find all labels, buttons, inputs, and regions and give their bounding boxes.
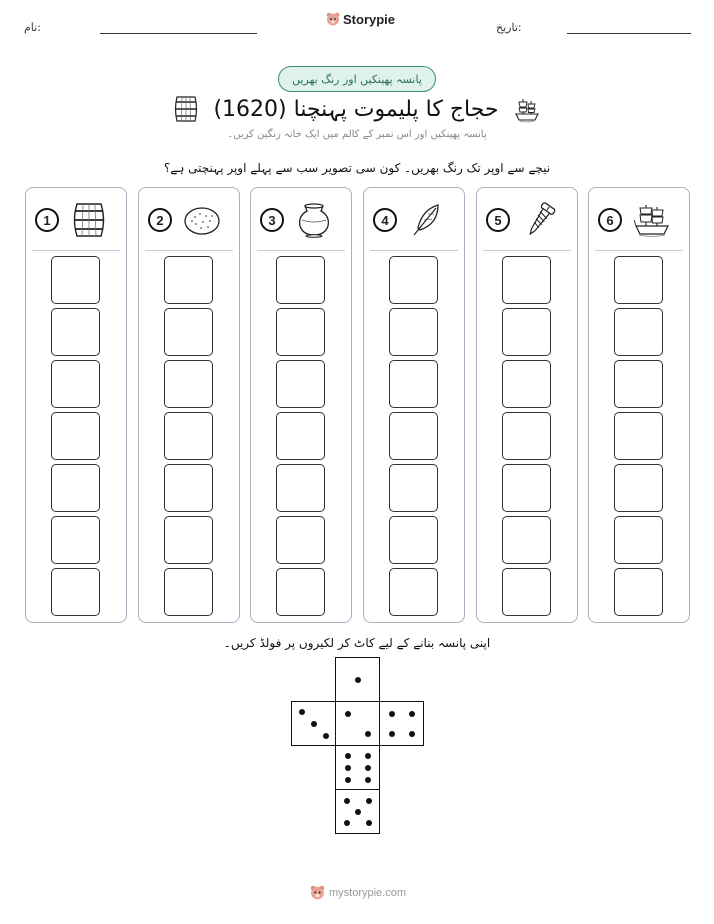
color-box[interactable]	[276, 256, 325, 304]
die-pip	[365, 777, 371, 783]
die-pip	[365, 731, 371, 737]
color-box[interactable]	[614, 464, 663, 512]
column-header	[139, 188, 239, 250]
color-box[interactable]	[389, 412, 438, 460]
color-box[interactable]	[502, 464, 551, 512]
name-line[interactable]	[100, 33, 257, 34]
column-6	[588, 187, 690, 623]
color-box[interactable]	[614, 256, 663, 304]
screw-icon	[521, 202, 559, 238]
column-number: 5	[486, 208, 510, 232]
column-5	[476, 187, 578, 623]
column-number: 3	[260, 208, 284, 232]
date-line[interactable]	[567, 33, 691, 34]
color-box[interactable]	[502, 360, 551, 408]
brand-logo	[326, 12, 395, 27]
color-box[interactable]	[276, 360, 325, 408]
bear-icon	[310, 885, 325, 901]
color-box[interactable]	[164, 256, 213, 304]
die-pip	[299, 709, 305, 715]
column-header	[251, 188, 351, 250]
column-number: 4	[373, 208, 397, 232]
color-box[interactable]	[502, 256, 551, 304]
cut-instruction: اپنی پانسہ بنانے کے لیے کاٹ کر لکیروں پر فولڈ کریں۔	[223, 636, 491, 650]
color-box[interactable]	[276, 308, 325, 356]
color-box[interactable]	[389, 464, 438, 512]
color-box[interactable]	[164, 568, 213, 616]
footer	[310, 885, 406, 901]
pot-icon	[295, 202, 333, 238]
name-label: نام:	[24, 21, 41, 34]
die-pip	[345, 753, 351, 759]
color-box[interactable]	[164, 516, 213, 564]
die-pip	[345, 777, 351, 783]
color-box[interactable]	[389, 256, 438, 304]
color-box[interactable]	[164, 412, 213, 460]
die-pip	[311, 721, 317, 727]
ship-icon	[633, 202, 671, 238]
die-face-2	[335, 701, 380, 746]
column-number: 1	[35, 208, 59, 232]
page-title: حجاج کا پلیموت پہنچنا (1620)	[213, 96, 499, 122]
color-box[interactable]	[614, 360, 663, 408]
ship-icon	[513, 95, 541, 123]
die-pip	[365, 753, 371, 759]
color-box[interactable]	[51, 308, 100, 356]
color-box[interactable]	[502, 308, 551, 356]
title-row	[0, 92, 714, 126]
die-pip	[345, 711, 351, 717]
die-face-5	[335, 789, 380, 834]
color-box[interactable]	[51, 464, 100, 512]
color-box[interactable]	[614, 516, 663, 564]
column-2	[138, 187, 240, 623]
column-header	[477, 188, 577, 250]
column-1	[25, 187, 127, 623]
date-label: تاریخ:	[496, 21, 522, 34]
color-box[interactable]	[51, 360, 100, 408]
color-box[interactable]	[276, 412, 325, 460]
color-box[interactable]	[164, 464, 213, 512]
die-pip	[366, 798, 372, 804]
column-header	[26, 188, 126, 250]
color-box[interactable]	[164, 360, 213, 408]
color-box[interactable]	[276, 568, 325, 616]
color-box[interactable]	[389, 308, 438, 356]
die-pip	[323, 733, 329, 739]
die-pip	[344, 820, 350, 826]
color-box[interactable]	[276, 516, 325, 564]
column-4	[363, 187, 465, 623]
column-number: 2	[148, 208, 172, 232]
die-pip	[389, 711, 395, 717]
color-box[interactable]	[51, 412, 100, 460]
color-box[interactable]	[614, 308, 663, 356]
barrel-icon	[70, 202, 108, 238]
die-pip	[389, 731, 395, 737]
color-box[interactable]	[276, 464, 325, 512]
color-box[interactable]	[164, 308, 213, 356]
color-box[interactable]	[51, 256, 100, 304]
color-box[interactable]	[502, 412, 551, 460]
die-face-4	[379, 701, 424, 746]
column-header	[589, 188, 689, 250]
column-number: 6	[598, 208, 622, 232]
color-box[interactable]	[51, 516, 100, 564]
die-pip	[344, 798, 350, 804]
die-face-6	[335, 745, 380, 790]
color-box[interactable]	[389, 516, 438, 564]
feather-icon	[408, 202, 446, 238]
die-face-1	[335, 657, 380, 702]
die-pip	[355, 809, 361, 815]
brand-name: Storypie	[343, 12, 396, 27]
color-box[interactable]	[51, 568, 100, 616]
color-box[interactable]	[389, 360, 438, 408]
bear-icon	[326, 12, 340, 27]
bread-icon	[183, 202, 221, 238]
color-box[interactable]	[502, 568, 551, 616]
footer-url[interactable]: mystorypie.com	[329, 887, 407, 899]
column-3	[250, 187, 352, 623]
color-box[interactable]	[502, 516, 551, 564]
column-header	[364, 188, 464, 250]
instruction: نیچے سے اوپر تک رنگ بھریں۔ کون سی تصویر سب سے پہلے اوپر پہنچتی ہے؟	[163, 161, 551, 175]
die-pip	[365, 765, 371, 771]
activity-badge: پانسہ پھینکیں اور رنگ بھریں	[278, 66, 436, 92]
die-face-3	[291, 701, 336, 746]
die-pip	[355, 677, 361, 683]
die-pip	[345, 765, 351, 771]
color-box[interactable]	[389, 568, 438, 616]
subtitle: پانسہ پھینکیں اور اس نمبر کے کالم میں ایک خانہ رنگین کریں۔	[227, 129, 487, 140]
color-box[interactable]	[614, 568, 663, 616]
die-pip	[409, 731, 415, 737]
barrel-icon	[173, 95, 199, 123]
die-pip	[366, 820, 372, 826]
die-pip	[409, 711, 415, 717]
color-box[interactable]	[614, 412, 663, 460]
